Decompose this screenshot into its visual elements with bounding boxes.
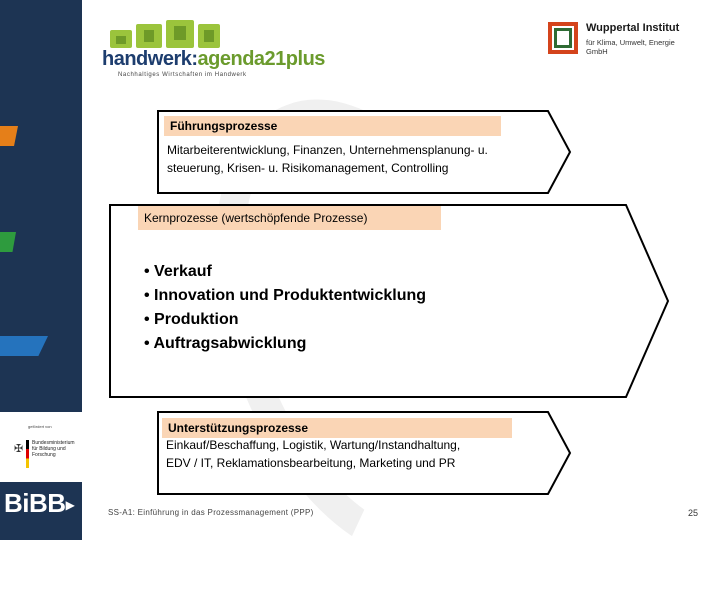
- fuehrung-line-1: Mitarbeiterentwicklung, Finanzen, Unternehmensplanung- u.: [167, 143, 488, 157]
- list-item: • Verkauf: [144, 263, 212, 280]
- unter-description: [166, 436, 526, 472]
- wordmark-main: handwerk: [102, 48, 192, 70]
- list-item: • Auftragsabwicklung: [144, 335, 307, 352]
- unter-line-1: Einkauf/Beschaffung, Logistik, Wartung/Instandhaltung,: [166, 438, 461, 452]
- bibb-text: BiBB: [4, 488, 66, 518]
- page-number: 25: [688, 508, 699, 518]
- unter-line-2: EDV / IT, Reklamationsbearbeitung, Marketing und PR: [166, 456, 456, 470]
- ministry-name: Bundesministerium für Bildung und Forschung: [32, 440, 75, 458]
- fuehrung-description: [167, 141, 547, 177]
- unter-label: Unterstützungsprozesse: [162, 418, 512, 438]
- fuehrung-line-2: steuerung, Krisen- u. Risikomanagement, Controlling: [167, 161, 449, 175]
- play-arrow-icon: ▶: [65, 498, 75, 513]
- agenda21-wordmark: handwerk:agenda21plus: [102, 48, 325, 70]
- institute-subtitle: für Klima, Umwelt, Energie GmbH: [586, 38, 675, 56]
- kern-label: Kernprozesse (wertschöpfende Prozesse): [138, 206, 441, 230]
- list-item: • Innovation und Produktentwicklung: [144, 287, 427, 304]
- institute-name: Wuppertal Institut: [586, 22, 680, 34]
- list-item: • Produktion: [144, 311, 239, 328]
- eagle-icon: ✠: [14, 443, 24, 455]
- logo-tagline: Nachhaltiges Wirtschaften im Handwerk: [118, 72, 247, 78]
- fuehrung-label: Führungsprozesse: [164, 116, 501, 136]
- wordmark-accent: agenda21plus: [197, 48, 325, 70]
- footer-text: SS-A1: Einführung in das Prozessmanagement (PPP): [108, 508, 314, 517]
- kern-list: [144, 260, 426, 356]
- sponsor-small-text: gefördert von: [28, 424, 52, 429]
